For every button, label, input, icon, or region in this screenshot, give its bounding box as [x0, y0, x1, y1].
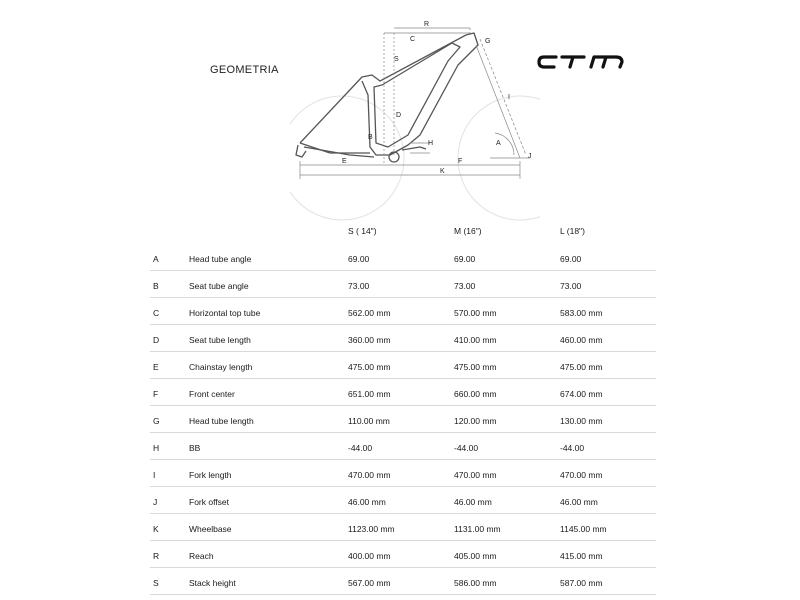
row-value-s: 69.00: [348, 254, 370, 264]
row-value-l: 674.00 mm: [560, 389, 603, 399]
row-name: Wheelbase: [189, 524, 232, 534]
row-value-s: 1123.00 mm: [348, 524, 395, 534]
row-key: R: [153, 551, 160, 561]
row-value-l: 130.00 mm: [560, 416, 603, 426]
label-d: D: [396, 112, 402, 119]
row-value-l: 415.00 mm: [560, 551, 603, 561]
row-name: Fork offset: [189, 497, 229, 507]
label-j: J: [528, 153, 532, 160]
label-f: F: [458, 158, 463, 165]
label-g: G: [485, 38, 491, 45]
label-s: S: [394, 56, 399, 63]
row-name: Chainstay length: [189, 362, 253, 372]
col-header-l: L (18"): [560, 226, 585, 236]
label-i: I: [508, 94, 510, 101]
page-title: GEOMETRIA: [210, 64, 279, 76]
label-r: R: [424, 21, 430, 28]
table-header: [150, 222, 656, 244]
row-key: C: [153, 308, 160, 318]
label-b: B: [368, 134, 373, 141]
row-value-m: 120.00 mm: [454, 416, 497, 426]
table-row: [150, 460, 656, 487]
row-value-m: 69.00: [454, 254, 476, 264]
label-c: C: [410, 36, 416, 43]
row-value-l: 46.00 mm: [560, 497, 598, 507]
row-value-l: 1145.00 mm: [560, 524, 607, 534]
row-name: Fork length: [189, 470, 232, 480]
table-row: [150, 433, 656, 460]
table-row: [150, 568, 656, 595]
row-name: Seat tube length: [189, 335, 251, 345]
row-name: Seat tube angle: [189, 281, 249, 291]
frame: [296, 33, 478, 162]
label-e: E: [342, 158, 347, 165]
row-key: I: [153, 470, 156, 480]
row-value-s: 567.00 mm: [348, 578, 391, 588]
row-value-l: 587.00 mm: [560, 578, 603, 588]
row-key: B: [153, 281, 159, 291]
row-value-m: 1131.00 mm: [454, 524, 501, 534]
row-key: G: [153, 416, 160, 426]
row-name: Head tube angle: [189, 254, 252, 264]
row-key: K: [153, 524, 159, 534]
row-name: BB: [189, 443, 201, 453]
row-value-l: -44.00: [560, 443, 585, 453]
table-row: [150, 406, 656, 433]
label-k: K: [440, 168, 445, 175]
row-value-m: 405.00 mm: [454, 551, 497, 561]
label-h: H: [428, 140, 434, 147]
row-key: H: [153, 443, 160, 453]
row-value-s: 73.00: [348, 281, 370, 291]
row-value-s: 400.00 mm: [348, 551, 391, 561]
row-name: Head tube length: [189, 416, 254, 426]
row-name: Front center: [189, 389, 235, 399]
row-value-s: 562.00 mm: [348, 308, 391, 318]
col-header-s: S ( 14"): [348, 226, 377, 236]
bike-geometry-diagram: [290, 15, 540, 225]
row-value-m: -44.00: [454, 443, 479, 453]
table-row: [150, 487, 656, 514]
row-value-s: -44.00: [348, 443, 373, 453]
label-a: A: [496, 140, 501, 147]
row-key: F: [153, 389, 159, 399]
row-value-s: 475.00 mm: [348, 362, 391, 372]
table-row: [150, 514, 656, 541]
table-row: [150, 541, 656, 568]
row-key: D: [153, 335, 160, 345]
row-value-s: 651.00 mm: [348, 389, 391, 399]
row-key: J: [153, 497, 158, 507]
col-header-m: M (16"): [454, 226, 482, 236]
row-value-l: 73.00: [560, 281, 582, 291]
row-value-l: 470.00 mm: [560, 470, 603, 480]
row-name: Horizontal top tube: [189, 308, 261, 318]
row-value-m: 470.00 mm: [454, 470, 497, 480]
table-row: [150, 298, 656, 325]
row-name: Stack height: [189, 578, 236, 588]
rear-wheel: [290, 96, 404, 220]
table-row: [150, 352, 656, 379]
row-value-m: 46.00 mm: [454, 497, 492, 507]
row-key: A: [153, 254, 159, 264]
row-value-l: 69.00: [560, 254, 582, 264]
row-key: S: [153, 578, 159, 588]
table-row: [150, 271, 656, 298]
row-value-l: 475.00 mm: [560, 362, 603, 372]
row-value-s: 110.00 mm: [348, 416, 390, 426]
row-value-s: 46.00 mm: [348, 497, 386, 507]
row-name: Reach: [189, 551, 214, 561]
row-value-m: 475.00 mm: [454, 362, 497, 372]
row-value-l: 583.00 mm: [560, 308, 603, 318]
row-value-s: 470.00 mm: [348, 470, 391, 480]
row-value-l: 460.00 mm: [560, 335, 603, 345]
row-value-m: 660.00 mm: [454, 389, 497, 399]
row-key: E: [153, 362, 159, 372]
row-value-s: 360.00 mm: [348, 335, 391, 345]
row-value-m: 410.00 mm: [454, 335, 497, 345]
row-value-m: 570.00 mm: [454, 308, 497, 318]
table-row: [150, 325, 656, 352]
ctm-logo: [536, 54, 630, 70]
row-value-m: 73.00: [454, 281, 476, 291]
geometry-table: [150, 222, 656, 595]
row-value-m: 586.00 mm: [454, 578, 497, 588]
table-row: [150, 244, 656, 271]
table-row: [150, 379, 656, 406]
